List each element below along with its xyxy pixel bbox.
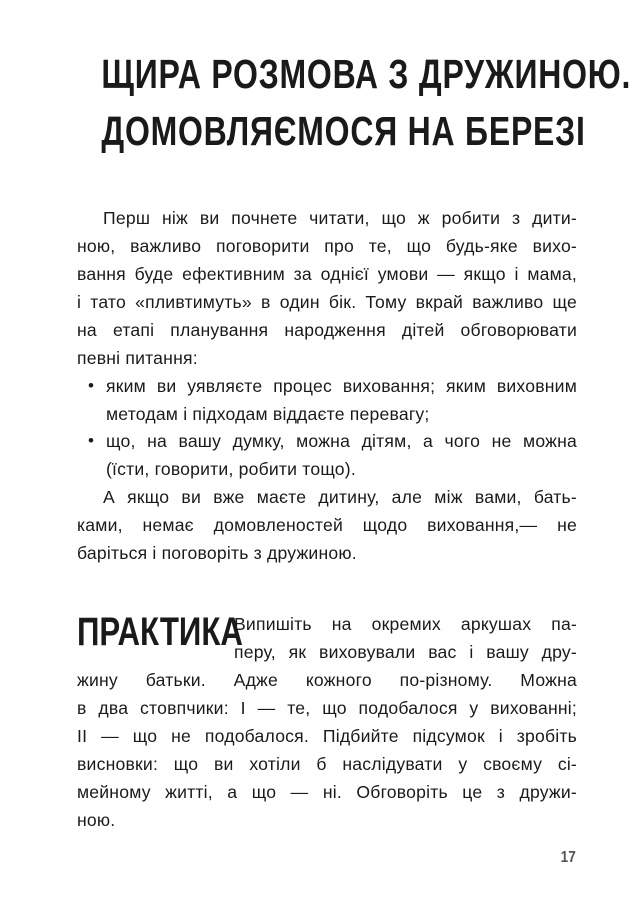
bullet-line: яким ви уявляєте процес виховання; яким виховним: [106, 376, 577, 396]
practice-line: мейному житті, а що — ні. Обговоріть це з дружи-: [77, 782, 577, 802]
closing-line: А якщо ви вже маєте дитину, але між вами, бать-: [103, 487, 577, 507]
bullet-marker: •: [88, 376, 94, 395]
page-title-line-1: ЩИРА РОЗМОВА З ДРУЖИНОЮ.: [101, 51, 632, 97]
intro-line: вання буде ефективним за однієї умови — якщо і мама,: [77, 264, 577, 284]
practice-line: Випишіть на окремих аркушах па-: [234, 614, 577, 634]
practice-line: перу, як виховували вас і вашу дру-: [234, 642, 577, 662]
practice-line: висновки: що ви хотіли б наслідувати у своєму сі-: [77, 754, 577, 774]
intro-line: певні питання:: [77, 348, 198, 368]
bullet-marker: •: [88, 431, 94, 450]
closing-line: ками, немає домовленостей щодо виховання,— не: [77, 515, 577, 535]
practice-heading: ПРАКТИКА: [77, 610, 243, 654]
practice-line: жину батьки. Адже кожного по-різному. Можна: [77, 670, 577, 690]
page-title-line-2: ДОМОВЛЯЄМОСЯ НА БЕРЕЗІ: [101, 108, 586, 154]
closing-line: баріться і поговоріть з дружиною.: [77, 543, 357, 563]
intro-line: Перш ніж ви почнете читати, що ж робити з дити-: [103, 208, 577, 228]
bullet-line: що, на вашу думку, можна дітям, а чого не можна: [106, 431, 577, 451]
intro-line: і тато «пливтимуть» в один бік. Тому вкрай важливо ще: [77, 292, 577, 312]
practice-line: в два стовпчики: І — те, що подобалося у вихованні;: [77, 698, 577, 718]
practice-line: ІІ — що не подобалося. Підбийте підсумок і зробіть: [77, 726, 577, 746]
intro-line: на етапі планування народження дітей обговорювати: [77, 320, 577, 340]
bullet-line: (їсти, говорити, робити тощо).: [106, 459, 356, 479]
page-number: 17: [560, 849, 576, 866]
intro-line: ною, важливо поговорити про те, що будь-яке вихо-: [77, 236, 577, 256]
practice-line: ною.: [77, 810, 116, 830]
bullet-line: методам і підходам віддаєте перевагу;: [106, 404, 430, 424]
